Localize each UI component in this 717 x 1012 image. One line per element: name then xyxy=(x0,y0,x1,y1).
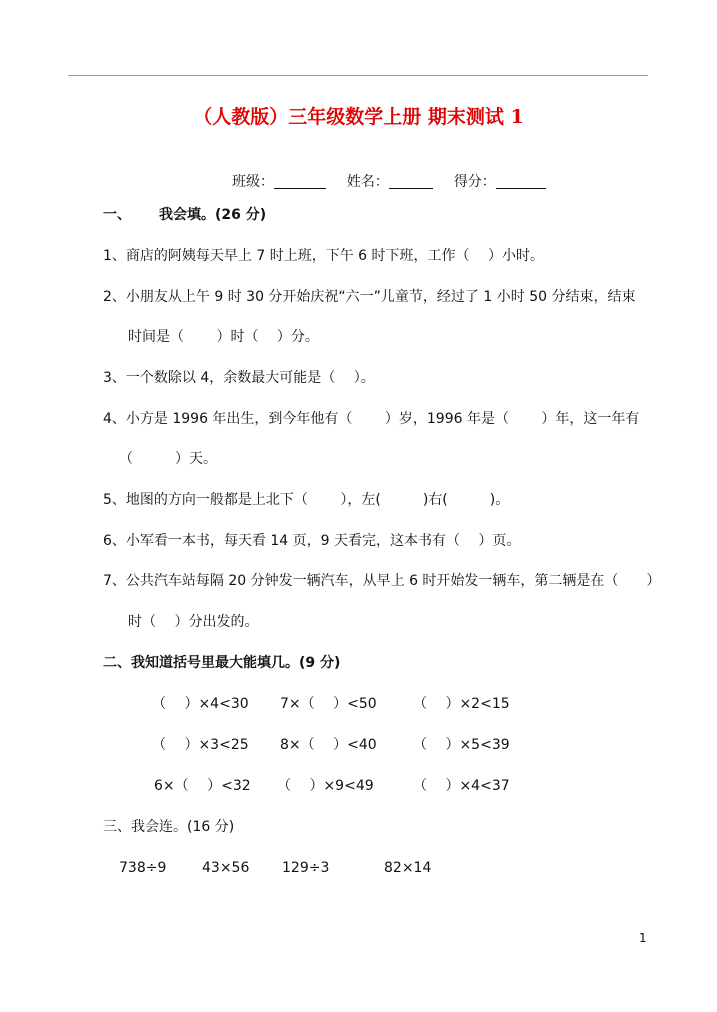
match-item: 129÷3 xyxy=(282,860,330,876)
question-3: 3、一个数除以 4，余数最大可能是（ ）。 xyxy=(103,370,375,386)
question-4-line2: （ ）天。 xyxy=(119,451,217,467)
inequality-item: （ ）×2<15 xyxy=(413,696,510,712)
match-item: 82×14 xyxy=(384,860,432,876)
student-info-line xyxy=(232,174,546,189)
question-7-line2: 时（ ）分出发的。 xyxy=(128,614,259,630)
match-item: 738÷9 xyxy=(119,860,167,876)
question-1: 1、商店的阿姨每天早上 7 时上班，下午 6 时下班，工作（ ）小时。 xyxy=(103,248,544,264)
question-4-line1: 4、小方是 1996 年出生，到今年他有（ ）岁，1996 年是（ ）年，这一年有 xyxy=(103,411,640,427)
inequality-item: （ ）×9<49 xyxy=(277,778,374,794)
inequality-item: 7×（ ）<50 xyxy=(280,696,377,712)
question-2-line2: 时间是（ ）时（ ）分。 xyxy=(128,329,319,345)
header-rule xyxy=(68,75,648,76)
score-blank[interactable] xyxy=(496,174,546,189)
match-item: 43×56 xyxy=(202,860,250,876)
page-number: 1 xyxy=(639,931,647,945)
section1-heading: 我会填。(26 分) xyxy=(159,207,267,223)
question-2-line1: 2、小朋友从上午 9 时 30 分开始庆祝“六一”儿童节，经过了 1 小时 50 分结束，结束 xyxy=(103,289,636,305)
class-blank[interactable] xyxy=(274,174,326,189)
inequality-item: （ ）×4<30 xyxy=(152,696,249,712)
question-5: 5、地图的方向一般都是上北下（ ），左( )右( )。 xyxy=(103,492,510,508)
name-label: 姓名： xyxy=(346,174,389,190)
section1-number: 一、 xyxy=(103,207,131,223)
inequality-item: （ ）×5<39 xyxy=(413,737,510,753)
page-title: （人教版）三年级数学上册 期末测试 1 xyxy=(193,106,524,128)
name-blank[interactable] xyxy=(389,174,433,189)
class-label: 班级： xyxy=(232,174,274,190)
section3-heading: 三、我会连。(16 分) xyxy=(103,819,235,835)
section2-heading: 二、我知道括号里最大能填几。(9 分) xyxy=(103,655,341,671)
question-6: 6、小军看一本书，每天看 14 页，9 天看完，这本书有（ ）页。 xyxy=(103,533,521,549)
inequality-item: （ ）×3<25 xyxy=(152,737,249,753)
inequality-item: 6×（ ）<32 xyxy=(154,778,251,794)
question-7-line1: 7、公共汽车站每隔 20 分钟发一辆汽车，从早上 6 时开始发一辆车，第二辆是在（ ） xyxy=(103,573,661,589)
inequality-item: 8×（ ）<40 xyxy=(280,737,377,753)
inequality-item: （ ）×4<37 xyxy=(413,778,510,794)
score-label: 得分： xyxy=(453,174,496,190)
